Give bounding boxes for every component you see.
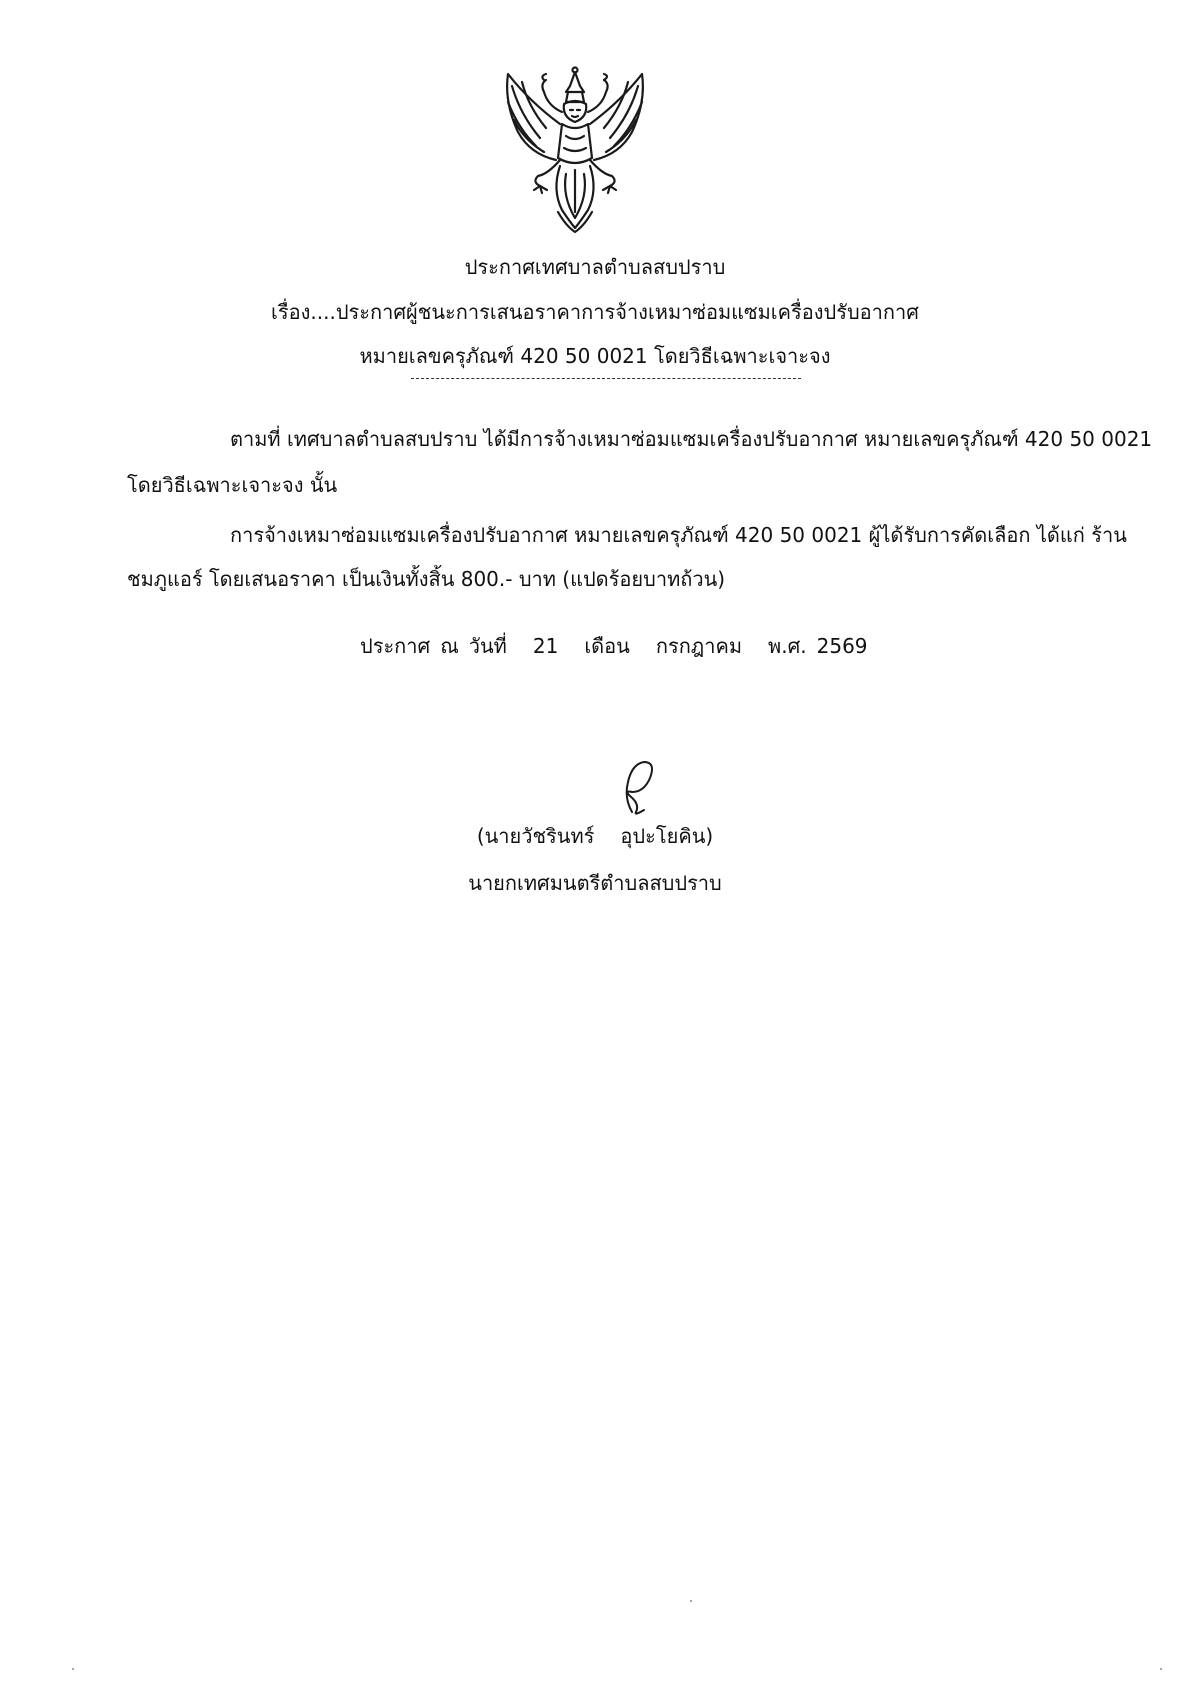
signer-first-name: (นายวัชรินทร์ <box>476 824 595 848</box>
paragraph-1-line-1: ตามที่ เทศบาลตำบลสบปราบ ได้มีการจ้างเหมาซ่อมแซมเครื่องปรับอากาศ หมายเลขครุภัณฑ์ 420 50 0021 <box>230 427 1153 451</box>
date-prefix: ประกาศ <box>360 634 431 658</box>
scan-speck <box>690 1600 692 1602</box>
paragraph-1-line-2: โดยวิธีเฉพาะเจาะจง นั้น <box>127 473 338 497</box>
announcement-issuer: ประกาศเทศบาลตำบลสบปราบ <box>464 255 726 279</box>
signer-title: นายกเทศมนตรีตำบลสบปราบ <box>468 871 722 895</box>
announcement-subject-detail: หมายเลขครุภัณฑ์ 420 50 0021 โดยวิธีเฉพาะเจาะจง <box>359 344 831 368</box>
paragraph-2-line-1: การจ้างเหมาซ่อมแซมเครื่องปรับอากาศ หมายเลขครุภัณฑ์ 420 50 0021 ผู้ได้รับการคัดเลือก ได้แก่ ร้าน <box>230 523 1127 547</box>
announcement-subject: เรื่อง....ประกาศผู้ชนะการเสนอราคาการจ้างเหมาซ่อมแซมเครื่องปรับอากาศ <box>271 300 919 324</box>
signer-last-name: อุปะโยคิน) <box>620 824 714 848</box>
date-year: 2569 <box>816 634 868 658</box>
date-day: 21 <box>532 634 559 658</box>
date-month: กรกฎาคม <box>655 634 743 658</box>
paragraph-2-line-2: ชมภูแอร์ โดยเสนอราคา เป็นเงินทั้งสิ้น 800.- บาท (แปดร้อยบาทถ้วน) <box>127 567 726 591</box>
date-day-label: วันที่ <box>468 634 507 658</box>
scan-speck <box>72 1668 74 1670</box>
date-year-label: พ.ศ. <box>768 634 807 658</box>
announcement-date <box>360 631 868 661</box>
garuda-emblem-icon <box>500 62 650 237</box>
date-month-label: เดือน <box>584 634 630 658</box>
handwritten-signature <box>610 756 670 816</box>
divider <box>411 378 801 379</box>
scan-speck <box>1160 1668 1162 1670</box>
date-na: ณ <box>440 634 459 658</box>
signer-name <box>0 821 1190 851</box>
